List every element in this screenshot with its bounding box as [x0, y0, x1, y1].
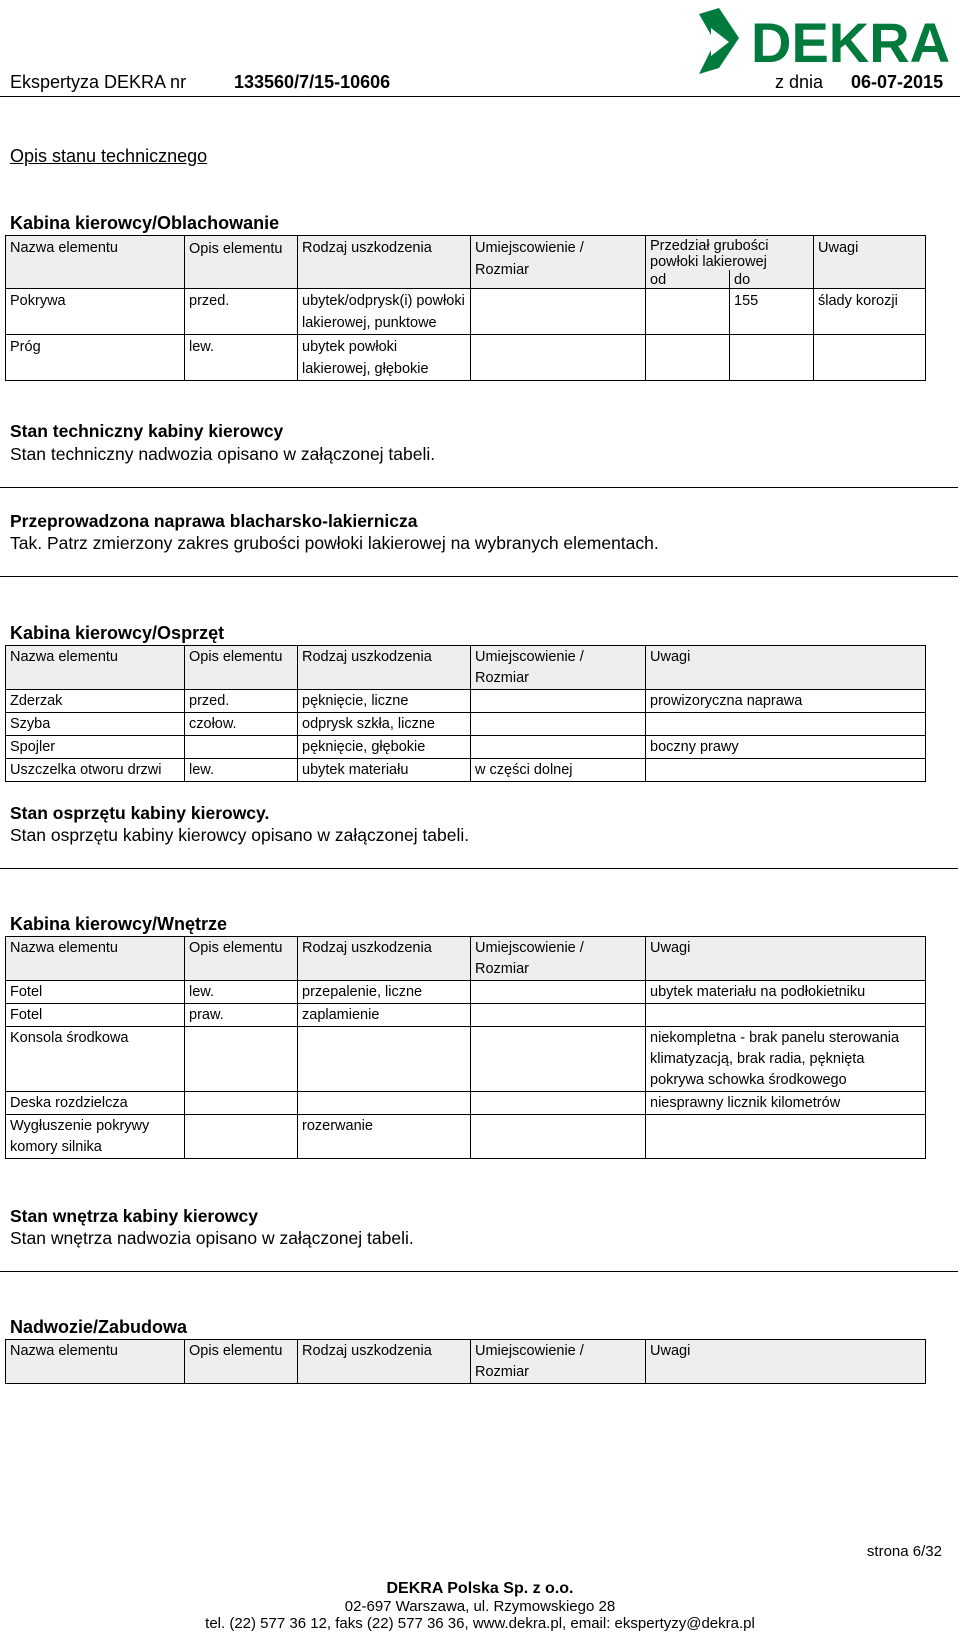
header-location: Umiejscowienie / Rozmiar: [471, 236, 646, 289]
cell-name: Deska rozdzielcza: [6, 1092, 185, 1115]
table-wnetrze: [5, 936, 926, 1159]
table-row: [6, 335, 926, 381]
header-location: Umiejscowienie / Rozmiar: [471, 1340, 646, 1384]
state-text-1: Stan techniczny nadwozia opisano w załączonej tabeli.: [10, 444, 436, 464]
header-damage: Rodzaj uszkodzenia: [298, 937, 471, 981]
state-text-2: Stan osprzętu kabiny kierowcy opisano w załączonej tabeli.: [10, 825, 470, 845]
header-location: Umiejscowienie / Rozmiar: [471, 937, 646, 981]
divider: [0, 487, 958, 488]
cell-location: [471, 1115, 646, 1159]
cell-damage: [298, 1092, 471, 1115]
section-title-osprzet: Kabina kierowcy/Osprzęt: [10, 623, 225, 643]
page-value: 6/32: [912, 1543, 942, 1560]
page-title: Opis stanu technicznego: [10, 146, 208, 166]
table-row: [6, 289, 926, 335]
section-title-wnetrze: Kabina kierowcy/Wnętrze: [10, 914, 228, 934]
table-oblachowanie: [5, 235, 926, 381]
header-notes: Uwagi: [814, 236, 926, 289]
cell-name: Wygłuszenie pokrywy komory silnika: [6, 1115, 185, 1159]
header-damage: Rodzaj uszkodzenia: [298, 236, 471, 289]
cell-location: [471, 690, 646, 713]
cell-notes: niesprawny licznik kilometrów: [646, 1092, 926, 1115]
divider: [0, 1271, 958, 1272]
state-text-3: Stan wnętrza nadwozia opisano w załączonej tabeli.: [10, 1228, 414, 1248]
cell-damage: [298, 1027, 471, 1092]
repair-text: Tak. Patrz zmierzony zakres grubości powłoki lakierowej na wybranych elementach.: [10, 533, 659, 553]
table-row: [6, 1092, 926, 1115]
page-number: [867, 1543, 942, 1560]
header-desc: Opis elementu: [185, 937, 298, 981]
footer-contact: tel. (22) 577 36 12, faks (22) 577 36 36, www.dekra.pl, email: ekspertyzy@dekra.pl: [205, 1615, 755, 1632]
divider: [0, 576, 958, 577]
state-heading-1: Stan techniczny kabiny kierowcy: [10, 421, 284, 441]
cell-to: [730, 335, 814, 381]
cell-desc: lew.: [185, 335, 298, 381]
report-number: 133560/7/15-10606: [234, 72, 391, 92]
cell-notes: ubytek materiału na podłokietniku: [646, 981, 926, 1004]
header-notes: Uwagi: [646, 646, 926, 690]
cell-desc: przed.: [185, 289, 298, 335]
cell-notes: prowizoryczna naprawa: [646, 690, 926, 713]
cell-location: [471, 713, 646, 736]
cell-from: [646, 289, 730, 335]
header-location: Umiejscowienie / Rozmiar: [471, 646, 646, 690]
cell-desc: praw.: [185, 1004, 298, 1027]
cell-name: Spojler: [6, 736, 185, 759]
cell-name: Konsola środkowa: [6, 1027, 185, 1092]
table-row: [6, 1004, 926, 1027]
cell-notes: [646, 1004, 926, 1027]
cell-damage: pęknięcie, głębokie: [298, 736, 471, 759]
header-damage: Rodzaj uszkodzenia: [298, 1340, 471, 1384]
header-name: Nazwa elementu: [6, 646, 185, 690]
table-nadwozie: [5, 1339, 926, 1384]
header-thickness: Przedział grubości powłoki lakierowej: [646, 236, 814, 271]
cell-desc: lew.: [185, 981, 298, 1004]
cell-location: [471, 1092, 646, 1115]
cell-desc: czołow.: [185, 713, 298, 736]
cell-damage: ubytek/odprysk(i) powłoki lakierowej, punktowe: [298, 289, 471, 335]
cell-name: Pokrywa: [6, 289, 185, 335]
header-name: Nazwa elementu: [6, 1340, 185, 1384]
header-desc: Opis elementu: [185, 1340, 298, 1384]
cell-location: [471, 1004, 646, 1027]
table-row: [6, 759, 926, 782]
header-desc: Opis elementu: [185, 646, 298, 690]
cell-notes: niekompletna - brak panelu sterowania klimatyzacją, brak radia, pęknięta pokrywa schowka środkowego: [646, 1027, 926, 1092]
cell-notes: [646, 1115, 926, 1159]
header-name: Nazwa elementu: [6, 236, 185, 289]
cell-name: Zderzak: [6, 690, 185, 713]
cell-location: [471, 335, 646, 381]
table-row: [6, 690, 926, 713]
header-divider: [0, 96, 960, 97]
state-heading-2: Stan osprzętu kabiny kierowcy.: [10, 803, 270, 823]
header-notes: Uwagi: [646, 937, 926, 981]
table-row: [6, 736, 926, 759]
cell-notes: boczny prawy: [646, 736, 926, 759]
cell-location: [471, 981, 646, 1004]
dekra-logo: [693, 2, 960, 82]
cell-location: w części dolnej: [471, 759, 646, 782]
cell-damage: ubytek materiału: [298, 759, 471, 782]
cell-damage: zaplamienie: [298, 1004, 471, 1027]
table-row: [6, 1027, 926, 1092]
cell-location: [471, 1027, 646, 1092]
section-title-oblachowanie: Kabina kierowcy/Oblachowanie: [10, 213, 280, 233]
header-from: od: [646, 270, 730, 289]
footer-company: DEKRA Polska Sp. z o.o.: [386, 1580, 574, 1597]
table-row: [6, 1115, 926, 1159]
cell-damage: pęknięcie, liczne: [298, 690, 471, 713]
header-notes: Uwagi: [646, 1340, 926, 1384]
cell-damage: rozerwanie: [298, 1115, 471, 1159]
cell-damage: przepalenie, liczne: [298, 981, 471, 1004]
cell-notes: ślady korozji: [814, 289, 926, 335]
cell-desc: lew.: [185, 759, 298, 782]
cell-location: [471, 289, 646, 335]
table-osprzet: [5, 645, 926, 782]
cell-desc: [185, 1115, 298, 1159]
header-to: do: [730, 270, 814, 289]
cell-desc: [185, 736, 298, 759]
cell-name: Próg: [6, 335, 185, 381]
cell-name: Uszczelka otworu drzwi: [6, 759, 185, 782]
date-value: 06-07-2015: [851, 72, 944, 92]
cell-notes: [646, 713, 926, 736]
cell-desc: [185, 1092, 298, 1115]
section-title-nadwozie: Nadwozie/Zabudowa: [10, 1317, 188, 1337]
cell-desc: przed.: [185, 690, 298, 713]
divider: [0, 868, 958, 869]
cell-damage: ubytek powłoki lakierowej, głębokie: [298, 335, 471, 381]
cell-to: 155: [730, 289, 814, 335]
logo-text: DEKRA: [751, 11, 951, 74]
table-row: [6, 981, 926, 1004]
header-desc: Opis elementu: [185, 236, 298, 289]
cell-notes: [646, 759, 926, 782]
cell-location: [471, 736, 646, 759]
table-row: [6, 713, 926, 736]
cell-name: Szyba: [6, 713, 185, 736]
cell-notes: [814, 335, 926, 381]
cell-desc: [185, 1027, 298, 1092]
date-label: z dnia: [775, 72, 824, 92]
cell-name: Fotel: [6, 1004, 185, 1027]
header-name: Nazwa elementu: [6, 937, 185, 981]
cell-name: Fotel: [6, 981, 185, 1004]
report-label: Ekspertyza DEKRA nr: [10, 72, 187, 92]
footer-address: 02-697 Warszawa, ul. Rzymowskiego 28: [344, 1598, 616, 1615]
repair-heading: Przeprowadzona naprawa blacharsko-lakiernicza: [10, 511, 418, 531]
state-heading-3: Stan wnętrza kabiny kierowcy: [10, 1206, 259, 1226]
cell-from: [646, 335, 730, 381]
cell-damage: odprysk szkła, liczne: [298, 713, 471, 736]
page-label: strona: [866, 1543, 909, 1560]
header-damage: Rodzaj uszkodzenia: [298, 646, 471, 690]
